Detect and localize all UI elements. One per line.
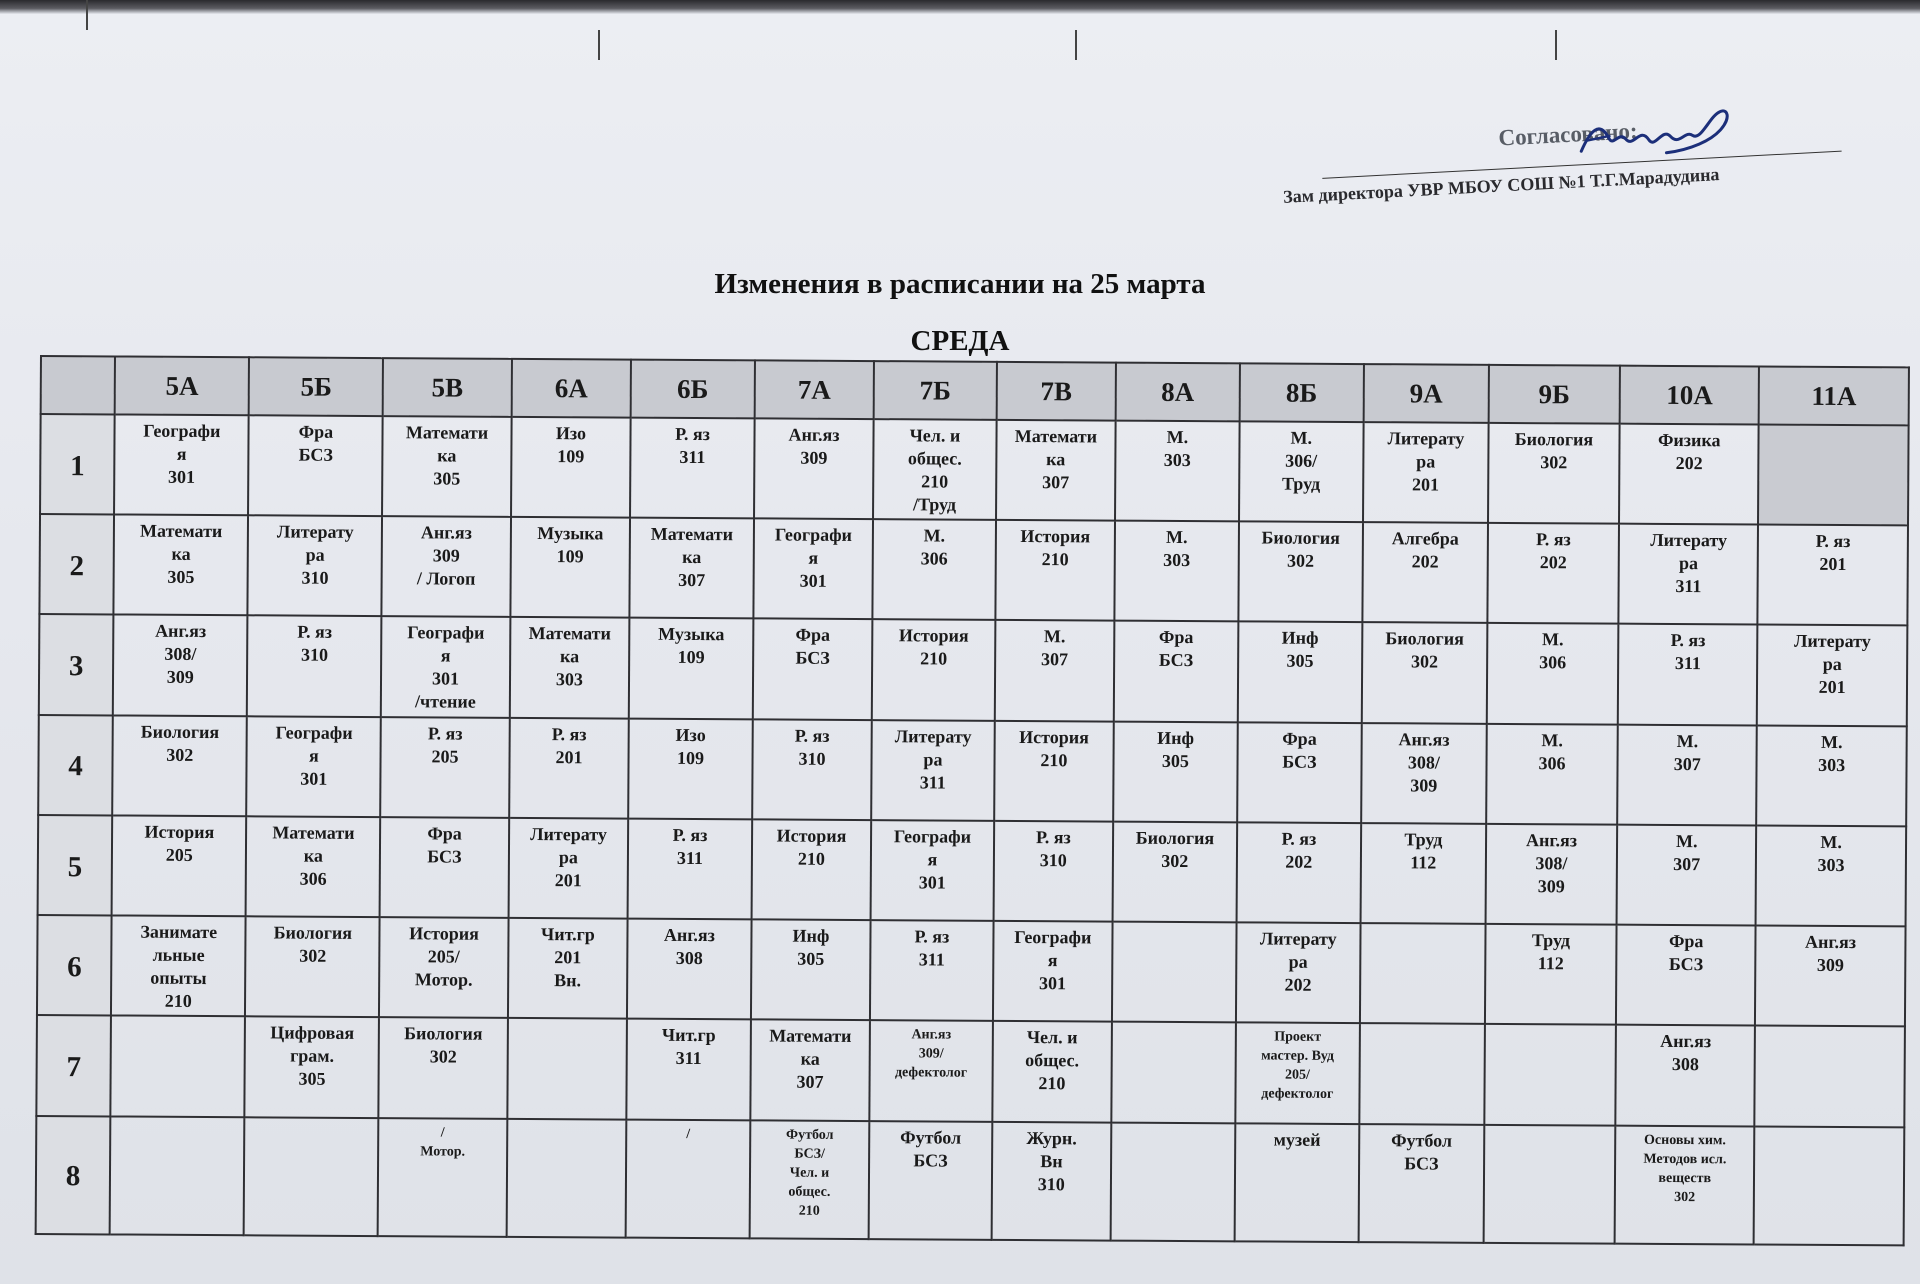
class-column-header: 5Б [249,357,383,416]
cell-text: История 210 [1020,526,1091,570]
cell-text: Журн. Вн 310 [1026,1127,1077,1194]
schedule-cell [1619,424,1759,525]
lesson-number: 8 [36,1116,111,1235]
cell-text: Литерату ра 310 [276,521,354,589]
cell-text: М. 306/ Труд [1281,427,1321,494]
schedule-cell [379,917,508,1018]
cell-text [510,1124,624,1125]
schedule-cell [1487,523,1619,624]
schedule-cell [247,616,382,717]
class-column-header: 9Б [1488,365,1620,424]
class-column-header: 11А [1759,367,1909,426]
schedule-cell [1236,822,1361,923]
schedule-cell [1484,1024,1616,1125]
schedule-cell [628,718,752,819]
cell-text: Чит.гр 311 [661,1025,716,1069]
cell-text: Математи ка 307 [1014,425,1098,493]
schedule-cell [753,519,873,620]
cell-text: Математи ка 305 [405,422,489,489]
schedule-cell [1114,621,1238,722]
cell-text: Инф 305 [792,925,830,969]
cell-text: / Мотор. [420,1125,466,1160]
schedule-cell [752,619,872,720]
schedule-cell [996,420,1116,521]
schedule-cell [1615,1125,1755,1244]
cell-text: Основы хим. Методов исл. веществ 302 [1643,1132,1727,1205]
schedule-cell [750,1020,870,1121]
cell-text: Географи я 301 [893,826,972,893]
schedule-cell [112,715,247,816]
cell-text: Физика 202 [1657,429,1721,474]
schedule-cell [627,1019,751,1120]
punch-mark [1555,30,1557,60]
cell-text: М. 306 [1538,729,1566,774]
schedule-cell [1485,824,1617,925]
punch-mark [598,30,600,60]
schedule-cell [992,1021,1112,1122]
schedule-cell [378,1118,507,1237]
day-name: СРЕДА [910,325,1010,357]
schedule-cell [1758,525,1908,626]
schedule-cell [870,920,993,1021]
cell-text: Р. яз 205 [427,723,463,767]
cell-text: Футбол БСЗ [900,1126,962,1171]
lesson-row [39,514,1908,626]
schedule-cell [1236,922,1361,1023]
cell-text: Труд 112 [1404,829,1443,873]
schedule-cell [1360,923,1485,1024]
cell-text: Анг.яз 308 [1660,1031,1712,1075]
schedule-cell [248,415,383,516]
class-column-header: 9А [1364,364,1489,423]
cell-text: История 205/ Мотор. [409,923,479,990]
cell-text: Анг.яз 308/ 309 [155,621,207,688]
schedule-cell [1617,825,1757,926]
cell-text: Анг.яз 308/ 309 [1525,830,1578,897]
cell-text [1364,928,1483,929]
schedule-cell [872,720,995,821]
cell-text [1115,1127,1232,1128]
schedule-cell [872,620,995,721]
schedule-cell [873,419,996,520]
cell-text: Цифровая грам. 305 [270,1022,355,1090]
schedule-cell [247,716,382,817]
cell-text: Литерату ра 201 [530,823,607,891]
class-column-header: 7Б [874,361,996,420]
schedule-cell [992,921,1112,1022]
schedule-cell [630,518,754,619]
punch-mark [86,0,88,30]
cell-text [248,1122,376,1123]
cell-text: История 210 [776,825,847,869]
schedule-cell [244,1117,379,1236]
cell-text: Р. яз 201 [551,723,587,768]
cell-text: История 205 [144,821,215,865]
schedule-cell [1488,423,1620,524]
schedule-cell [1113,822,1237,923]
schedule-cell [509,718,629,819]
cell-text: М. 306 [1539,629,1567,673]
lesson-number: 1 [40,414,115,515]
lesson-row [38,815,1907,927]
lesson-row [38,715,1907,827]
schedule-cell [508,918,628,1019]
class-column-header: 7А [754,360,874,419]
schedule-cell [626,1119,750,1238]
schedule-cell [995,520,1115,621]
cell-text: Биология 302 [404,1023,483,1067]
cell-text: Литерату ра 311 [1650,530,1728,597]
schedule-cell [113,615,248,716]
schedule-cell [380,817,509,918]
cell-text: М. 303 [1817,831,1845,875]
schedule-cell [1237,722,1362,823]
schedule-cell [1486,623,1618,724]
cell-text: Чел. и общес. 210 [1025,1027,1080,1094]
lesson-number: 6 [37,915,112,1016]
class-column-header: 8А [1116,363,1240,422]
cell-text: Р. яз 311 [1670,630,1706,674]
header-corner [41,356,116,414]
schedule-cell [1483,1124,1615,1243]
cell-text: М. 303 [1163,527,1191,571]
cell-text: Р. яз 202 [1535,529,1571,573]
schedule-cell [508,818,628,919]
cell-text: Фра БСЗ [1668,931,1704,975]
lesson-row [37,915,1906,1027]
schedule-cell [628,819,752,920]
schedule-cell [1239,421,1364,522]
cell-text [1758,1131,1902,1132]
cell-text: Алгебра 202 [1391,528,1459,572]
schedule-cell [382,516,511,617]
schedule-cell [751,920,871,1021]
cell-text: Футбол БСЗ/ Чел. и общес. 210 [786,1127,834,1219]
schedule-cell [381,617,510,718]
cell-text: Анг.яз 309/ дефектолог [894,1027,968,1082]
cell-text: Биология 302 [1385,628,1464,673]
cell-text: История 210 [1019,726,1089,770]
schedule-cell [1115,521,1239,622]
cell-text: Р. яз 202 [1281,828,1317,872]
schedule-cell [1755,926,1905,1027]
cell-text: Географи я 301 [774,524,853,592]
cell-text: Фра БСЗ [1282,728,1317,772]
cell-text: Литерату ра 202 [1259,928,1337,995]
lesson-number: 7 [36,1015,111,1116]
schedule-cell [754,418,874,519]
class-column-header: 6Б [631,360,755,419]
class-column-header: 5В [383,358,511,417]
class-column-header: 7В [996,362,1116,421]
schedule-cell [510,517,630,618]
cell-text: Биология 302 [140,721,220,765]
schedule-cell [110,1116,245,1235]
schedule-cell [1359,1124,1484,1243]
schedule-cell [246,816,381,917]
lesson-row [36,1116,1905,1246]
cell-text: Р. яз 311 [672,824,708,868]
schedule-cell [991,1121,1111,1240]
schedule-cell [627,919,751,1020]
page-title: Изменения в расписании на 25 марта [714,268,1206,300]
schedule-cell [1363,422,1488,523]
schedule-cell [507,1018,627,1119]
schedule-cell [1619,524,1759,625]
cell-text: Анг.яз 308/ 309 [1398,729,1450,796]
schedule-cell [1362,623,1487,724]
schedule-cell [382,416,511,517]
cell-text [1115,1027,1232,1028]
schedule-cell [994,620,1114,721]
cell-text: Математи ка 307 [769,1025,852,1093]
cell-text [1758,1031,1902,1032]
schedule-cell [1362,522,1487,623]
cell-text: Биология 302 [273,922,353,966]
cell-text: Р. яз 201 [1815,531,1851,575]
cell-text: Географи я 301 [1014,927,1092,994]
schedule-cell [1361,723,1486,824]
cell-text: Проект мастер. Вуд 205/ дефектолог [1261,1029,1335,1103]
schedule-cell [1361,823,1486,924]
schedule-cell [751,819,871,920]
schedule-cell [994,721,1114,822]
schedule-cell [1756,725,1906,826]
cell-text: Математи ка 307 [650,523,734,591]
cell-text: Р. яз 310 [297,622,333,666]
lesson-number: 4 [38,715,113,816]
cell-text: Математи ка 306 [272,822,355,889]
schedule-cell [1237,622,1362,723]
schedule-cell [381,717,510,818]
schedule-cell [1112,922,1236,1023]
lesson-row [39,614,1908,726]
schedule-cell [379,1017,508,1118]
schedule-cell [1359,1023,1484,1124]
schedule-cell [1758,425,1908,526]
cell-text: Занимате льные опыты 210 [140,921,218,1012]
cell-text: Футбол БСЗ [1391,1129,1453,1174]
cell-text: История 210 [898,625,969,670]
schedule-cell [1616,1025,1756,1126]
cell-text: Анг.яз 309 / Логоп [416,522,476,589]
cell-text [1116,927,1233,928]
schedule-cell [114,414,249,515]
cell-text: Инф 305 [1281,628,1319,672]
cell-text [114,1121,242,1122]
schedule-cell [1617,724,1757,825]
cell-text: М. 307 [1673,830,1701,875]
lesson-number: 3 [39,614,114,715]
lesson-row [40,414,1909,526]
cell-text: Р. яз 310 [1036,827,1071,871]
schedule-cell [1113,721,1237,822]
schedule-cell [114,515,249,616]
cell-text: Р. яз 310 [794,725,830,769]
approval-block [1280,106,1844,235]
approval-label: Согласовано: [1497,118,1639,151]
schedule-cell [1756,825,1906,926]
schedule-cell [629,618,753,719]
class-column-header: 10А [1620,366,1759,425]
schedule-cell [1616,925,1756,1026]
schedule-cell [245,916,380,1017]
schedule-cell [509,617,629,718]
cell-text: Р. яз 311 [914,926,950,970]
cell-text: Р. яз 311 [675,423,710,468]
handwritten-signature [1569,102,1752,171]
cell-text: Литерату ра 311 [894,725,972,793]
schedule-cell [112,815,247,916]
cell-text: Литерату ра 201 [1387,428,1465,495]
schedule-cell [1235,1023,1360,1124]
cell-text: Музыка 109 [658,624,725,668]
cell-text: Биология 302 [1514,429,1594,473]
schedule-cell [752,719,872,820]
cell-text: Фра БСЗ [298,421,334,465]
cell-text: Фра БСЗ [1158,627,1194,671]
cell-text: Географи я 301 /чтение [407,622,485,713]
cell-text: Музыка 109 [537,523,604,567]
top-edge-shadow [0,0,1920,14]
cell-text [511,1023,625,1024]
cell-text [1363,1029,1482,1030]
schedule-cell [1112,1022,1236,1123]
approver-position: Зам директора УВР МБОУ СОШ №1 Т.Г.Марадудина [1282,164,1720,207]
class-column-header: 6А [511,359,631,418]
schedule-cell [871,820,994,921]
lesson-row [36,1015,1905,1127]
cell-text: / [686,1126,691,1142]
cell-text: музей [1273,1129,1321,1150]
schedule-cell [245,1017,380,1118]
schedule-cell [248,516,383,617]
schedule-cell [869,1121,992,1240]
cell-text: Инф 305 [1157,727,1195,771]
schedule-cell [1755,1026,1905,1127]
schedule-cell [749,1120,869,1239]
cell-text: Изо 109 [555,423,587,467]
schedule-cell [630,418,754,519]
schedule-cell [873,519,996,620]
cell-text: Математи ка 305 [140,520,223,588]
cell-text: Географи я 301 [275,722,353,789]
cell-text: Труд 112 [1531,930,1571,974]
cell-text [1488,1029,1614,1030]
schedule-cell [1238,522,1363,623]
schedule-cell [111,916,246,1017]
schedule-cell [1115,421,1239,522]
cell-text: Анг.яз 308 [663,924,715,969]
schedule-cell [1111,1122,1235,1241]
cell-text: Анг.яз 309 [1804,931,1857,976]
schedule-cell [1234,1123,1359,1242]
class-column-header: 8Б [1239,363,1364,422]
lesson-number: 2 [39,514,114,615]
cell-text: Фра БСЗ [427,823,462,867]
cell-text: Биология 302 [1135,827,1215,871]
cell-text: Математи ка 303 [528,623,611,690]
schedule-cell [870,1020,993,1121]
schedule-cell [506,1119,626,1238]
schedule-cell [1618,624,1758,725]
schedule-cell [111,1016,246,1117]
cell-text: Географи я 301 [143,420,221,487]
cell-text: М. 307 [1673,730,1701,774]
schedule-table [35,355,1910,1246]
schedule-cell [1754,1126,1905,1245]
schedule-cell [511,417,631,518]
lesson-number: 5 [38,815,113,916]
cell-text: Фра БСЗ [795,625,831,669]
cell-text: М. 303 [1163,426,1191,471]
schedule-cell [1486,724,1618,825]
schedule-cell [1757,625,1907,726]
cell-text [1487,1129,1613,1130]
cell-text: Чит.гр 201 Вн. [540,924,595,991]
cell-text: Биология 302 [1261,527,1340,572]
cell-text: Анг.яз 309 [788,424,840,468]
cell-text: М. 306 [920,525,948,569]
cell-text [1762,430,1906,431]
schedule-cell [1485,924,1617,1025]
class-column-header: 5А [115,356,249,415]
cell-text: М. 303 [1818,731,1846,775]
cell-text: Литерату ра 201 [1793,631,1871,698]
cell-text [114,1021,242,1022]
cell-text: М. 307 [1040,626,1069,670]
schedule-cell [993,821,1113,922]
cell-text: Чел. и общес. 210 /Труд [907,425,962,515]
punch-mark [1075,30,1077,60]
cell-text: Изо 109 [675,724,706,768]
